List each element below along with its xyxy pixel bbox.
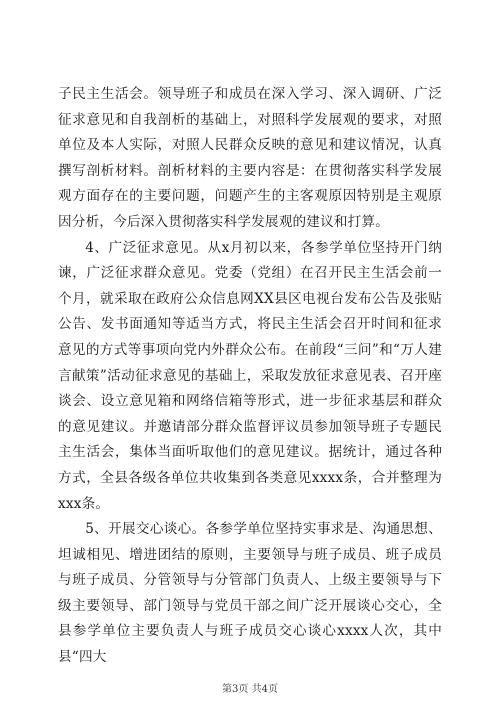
document-body — [58, 82, 442, 671]
paragraph-continued: 子民主生活会。领导班子和成员在深入学习、深入调研、广泛征求意见和自我剖析的基础上，对照科学发展观的要求，对照单位及本人实际，对照人民群众反映的意见和建议情况，认真撰写剖析材料。剖析材料的主要内容是：在贯彻落实科学发展观方面存在的主要问题，问题产生的主客观原因特别是主观原因分析，今后深入贯彻落实科学发展观的建议和打算。 — [58, 86, 442, 230]
paragraph-item-5: 5、开展交心谈心。各参学单位坚持实事求是、沟通思想、坦诚相见、增进团结的原则，主要领导与班子成员、班子成员与班子成员、分管领导与分管部门负责人、上级主要领导与下级主要领导、部门领导与党员干部之间广泛开展谈心交心，全县参学单位主要负责人与班子成员交心谈心xxxx人次，其中县“四大 — [58, 521, 442, 666]
paragraph-item-4: 4、广泛征求意见。从x月初以来，各参学单位坚持开门纳谏，广泛征求群众意见。党委（党组）在召开民主生活会前一个月，就采取在政府公众信息网XX县区电视台发布公告及张贴公告、发书面通知等适当方式，将民主生活会召开时间和征求意见的方式等事项向党内外群众公布。在前段“三问”和“万人建言献策”活动征求意见的基础上，采取发放征求意见表、召开座谈会、设立意见箱和网络信箱等形式，进一步征求基层和群众的意见建议。并邀请部分群众监督评议员参加领导班子专题民主生活会，集体当面听取他们的意见建议。据统计，通过各种方式，全县各级各单位共收集到各类意见xxxx条，合并整理为xxx条。 — [58, 239, 442, 512]
page-number-footer: 第3页 共4页 — [222, 684, 278, 695]
